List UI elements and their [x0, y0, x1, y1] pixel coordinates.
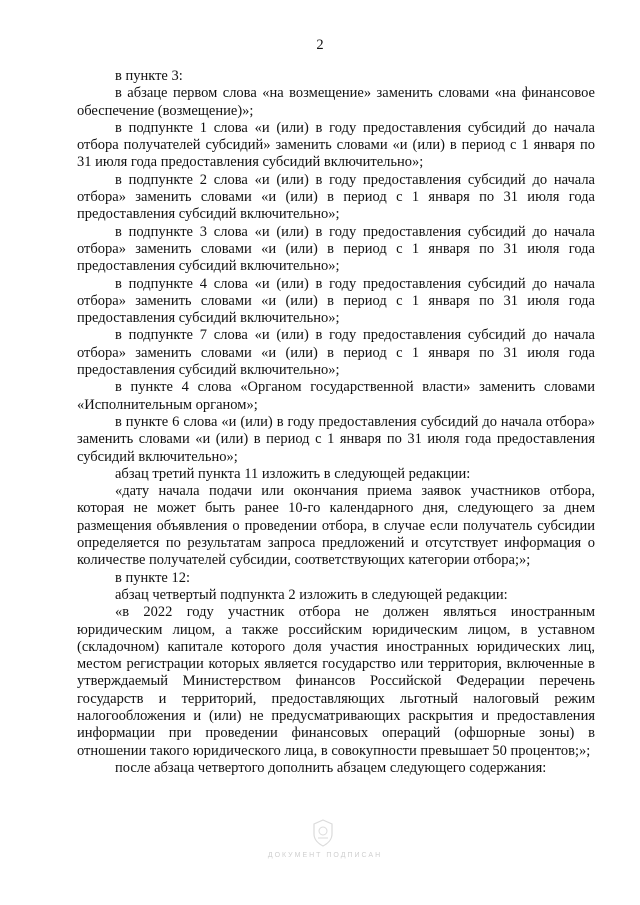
watermark-label: ДОКУМЕНТ ПОДПИСАН [267, 852, 383, 859]
page-number: 2 [316, 37, 324, 53]
paragraph-point-6: в пункте 6 слова «и (или) в году предоставления субсидий до начала отбора» заменить словами «и (или) в период с 1 января по 31 июля года предоставления субсидий включительно»; [77, 413, 595, 465]
signature-watermark [255, 852, 395, 859]
paragraph-point-3: в пункте 3: [115, 68, 183, 84]
paragraph-first-abzac: в абзаце первом слова «на возмещение» заменить словами «на финансовое обеспечение (возмещение)»; [77, 85, 595, 119]
paragraph-point-4: в пункте 4 слова «Органом государственной власти» заменить словами «Исполнительным органом»; [77, 379, 595, 413]
paragraph-point-11-intro: абзац третий пункта 11 изложить в следующей редакции: [115, 465, 471, 482]
paragraph-point-12: в пункте 12: [115, 569, 191, 586]
coat-of-arms-icon [310, 818, 336, 848]
paragraph-subpoint-2-intro: абзац четвертый подпункта 2 изложить в следующей редакции: [115, 586, 508, 603]
paragraph-subpoint-1: в подпункте 1 слова «и (или) в году предоставления субсидий до начала отбора получателей субсидий» заменить словами «и (или) в период с 1 января по 31 июля года предоставления субсидий включительно»; [77, 119, 595, 171]
paragraph-subpoint-3: в подпункте 3 слова «и (или) в году предоставления субсидий до начала отбора» заменить словами «и (или) в период с 1 января по 31 июля года предоставления субсидий включительно»; [77, 223, 595, 275]
paragraph-subpoint-7: в подпункте 7 слова «и (или) в году предоставления субсидий до начала отбора» заменить словами «и (или) в период с 1 января по 31 июля года предоставления субсидий включительно»; [77, 327, 595, 379]
document-body [77, 68, 595, 777]
paragraph-addition-intro: после абзаца четвертого дополнить абзацем следующего содержания: [115, 759, 547, 776]
paragraph-subpoint-2: в подпункте 2 слова «и (или) в году предоставления субсидий до начала отбора» заменить словами «и (или) в период с 1 января по 31 июля года предоставления субсидий включительно»; [77, 171, 595, 223]
paragraph-point-11-text: «дату начала подачи или окончания приема заявок участников отбора, которая не может быть ранее 10-го календарного дня, следующего за днем размещения объявления о проведении отбора, в случае если получатель субсидии определяется по результатам запроса предложений и отсутствует информация о количестве получателей субсидии, соответствующих категории отбора;»; [77, 483, 595, 569]
paragraph-subpoint-2-text: «в 2022 году участник отбора не должен являться иностранным юридическим лицом, а также российским юридическим лицом, в уставном (складочном) капитале которого доля участия иностранных юридических лиц, местом регистрации которых является государство или территория, включенные в утверждаемый Министерством финансов Российской Федерации перечень государств и территорий, предоставляющих льготный налоговый режим налогообложения и (или) не предусматривающих раскрытия и предоставления информации при проведении финансовых операций (офшорные зоны) в отношении такого юридического лица, в совокупности превышает 50 процентов;»; [77, 604, 595, 759]
paragraph-subpoint-4: в подпункте 4 слова «и (или) в году предоставления субсидий до начала отбора» заменить словами «и (или) в период с 1 января по 31 июля года предоставления субсидий включительно»; [77, 275, 595, 327]
